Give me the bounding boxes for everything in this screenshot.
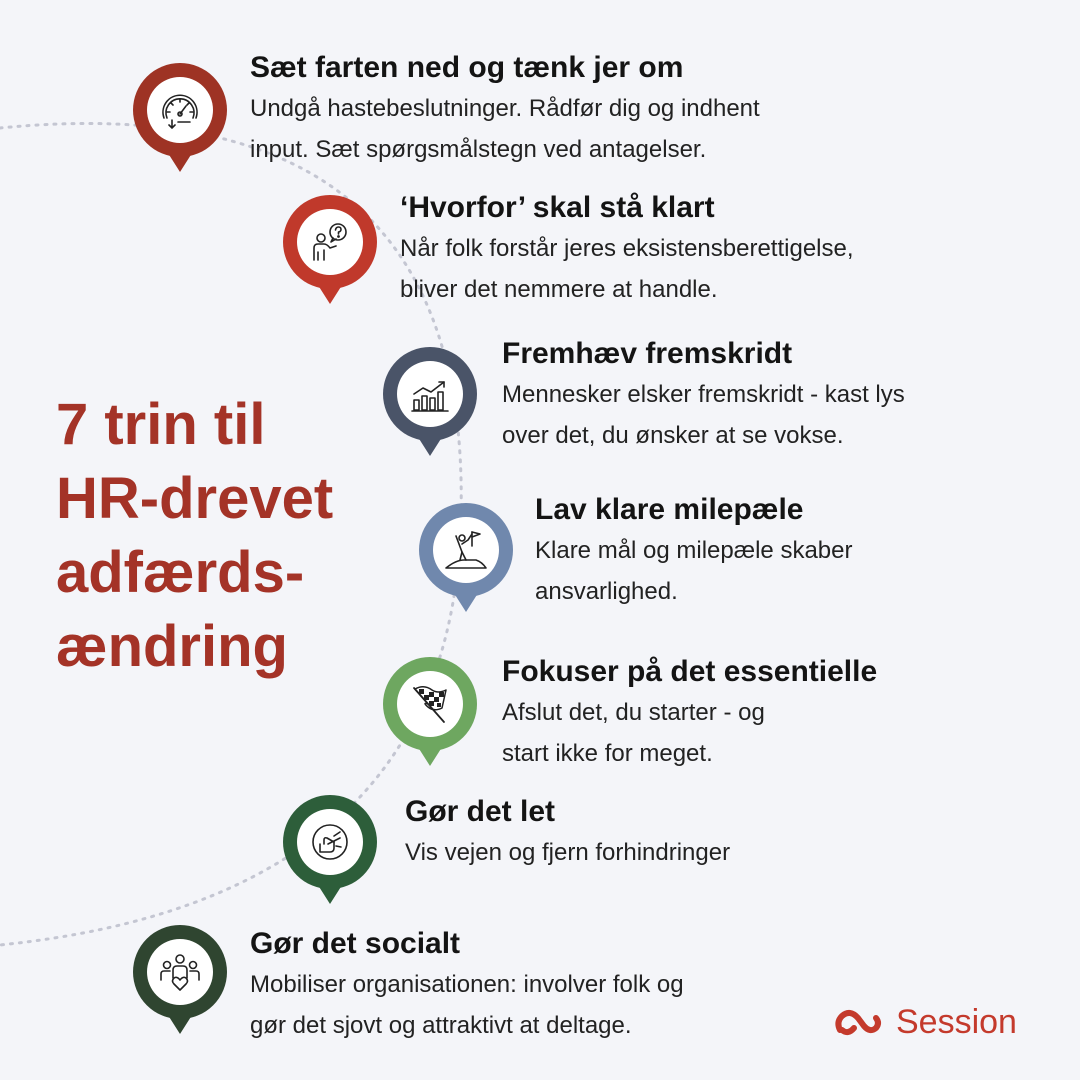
step-2-pin: [282, 194, 378, 304]
step-4-title: Lav klare milepæle: [535, 493, 804, 526]
step-7-desc: [250, 964, 684, 1046]
headline-line-1: 7 trin til: [56, 392, 266, 457]
step-7: [250, 926, 684, 1046]
finger-snap-icon: [306, 818, 354, 866]
step-1-title: Sæt farten ned og tænk jer om: [250, 51, 684, 84]
step-1-desc-line-1: Undgå hastebeslutninger. Rådfør dig og indhent: [250, 95, 760, 122]
step-1: [250, 50, 760, 170]
step-3-desc: [502, 374, 905, 456]
person-question-icon: [306, 218, 354, 266]
step-7-desc-line-2: gør det sjovt og attraktivt at deltage.: [250, 1012, 632, 1039]
step-2: [400, 190, 854, 310]
step-3: [502, 336, 905, 456]
step-3-pin: [382, 346, 478, 456]
brand-logo: [834, 1000, 1017, 1044]
step-6: [405, 794, 730, 873]
step-6-pin: [282, 794, 378, 904]
growth-chart-icon: [406, 370, 454, 418]
step-1-desc: [250, 88, 760, 170]
step-5-desc-line-1: Afslut det, du starter - og: [502, 699, 765, 726]
step-2-desc-line-1: Når folk forstår jeres eksistensberettigelse,: [400, 235, 854, 262]
headline: [56, 388, 333, 684]
step-4-desc-line-1: Klare mål og milepæle skaber: [535, 537, 853, 564]
step-7-title: Gør det socialt: [250, 927, 461, 960]
step-3-title: Fremhæv fremskridt: [502, 337, 793, 370]
summit-flag-icon: [442, 526, 490, 574]
team-heart-icon: [156, 948, 204, 996]
step-4-pin: [418, 502, 514, 612]
step-2-desc: [400, 228, 854, 310]
headline-line-3: adfærds-: [56, 540, 305, 605]
step-5-desc-line-2: start ikke for meget.: [502, 740, 713, 767]
step-4-desc: [535, 530, 852, 612]
step-3-desc-line-2: over det, du ønsker at se vokse.: [502, 422, 844, 449]
step-6-desc-line-1: Vis vejen og fjern forhindringer: [405, 839, 731, 866]
step-5-title: Fokuser på det essentielle: [502, 655, 878, 688]
step-5: [502, 654, 877, 774]
step-4-desc-line-2: ansvarlighed.: [535, 578, 678, 605]
step-4: [535, 492, 852, 612]
step-6-desc: [405, 832, 730, 873]
speedometer-icon: [156, 86, 204, 134]
step-2-desc-line-2: bliver det nemmere at handle.: [400, 276, 718, 303]
step-2-title: ‘Hvorfor’ skal stå klart: [400, 191, 715, 224]
step-5-pin: [382, 656, 478, 766]
step-5-desc: [502, 692, 877, 774]
step-1-pin: [132, 62, 228, 172]
step-1-desc-line-2: input. Sæt spørgsmålstegn ved antagelser.: [250, 136, 707, 163]
checkered-flag-icon: [406, 680, 454, 728]
step-7-pin: [132, 924, 228, 1034]
session-logo-icon: [834, 1006, 884, 1038]
headline-line-4: ændring: [56, 614, 288, 679]
step-7-desc-line-1: Mobiliser organisationen: involver folk og: [250, 971, 684, 998]
step-6-title: Gør det let: [405, 795, 556, 828]
brand-name: Session: [896, 1002, 1017, 1041]
headline-line-2: HR-drevet: [56, 466, 334, 531]
step-3-desc-line-1: Mennesker elsker fremskridt - kast lys: [502, 381, 905, 408]
